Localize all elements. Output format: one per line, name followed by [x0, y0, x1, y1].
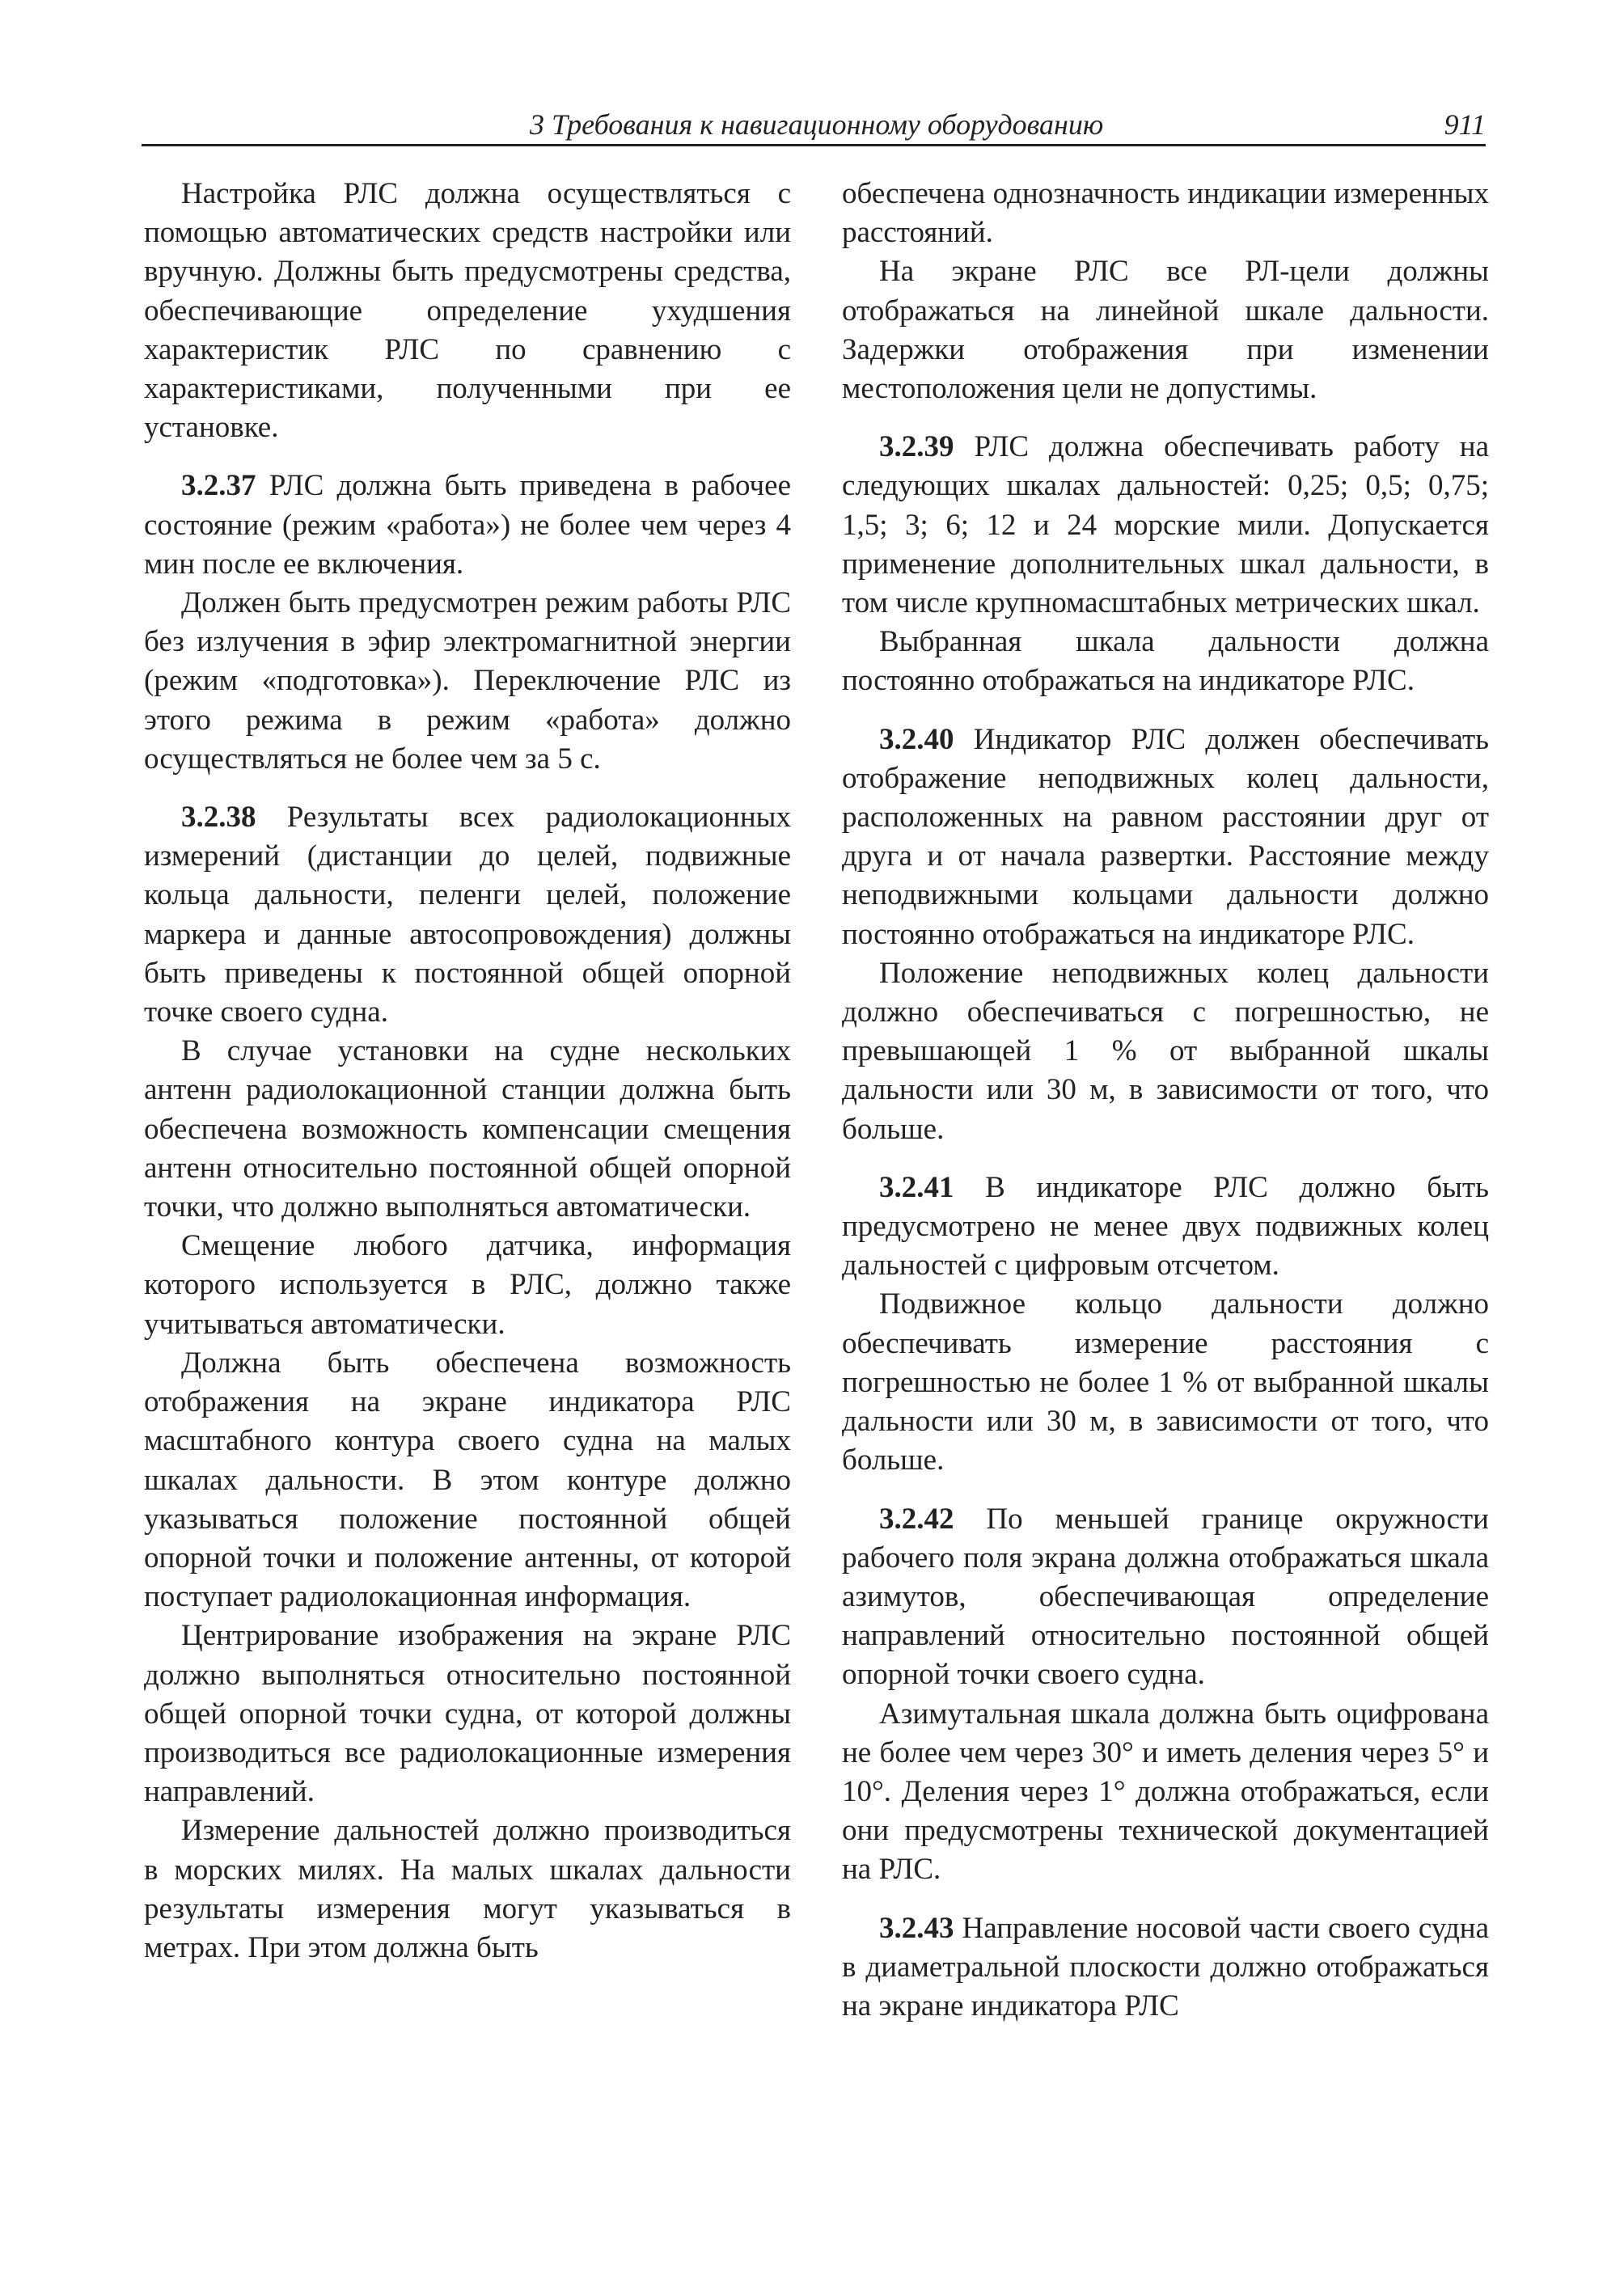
paragraph-text: Должен быть предусмотрен режим работы РЛС без излучения в эфир электромагнитной энергии (режим «подготовка»). Переключение РЛС из этого режима в режим «работа» должно осуществляться не более чем за 5 с.	[144, 586, 791, 776]
clause-3-2-37	[144, 467, 791, 584]
clause-3-2-41	[842, 1169, 1489, 1286]
paragraph	[144, 1227, 791, 1344]
right-column	[842, 175, 1489, 2026]
clause-3-2-38	[144, 798, 791, 1032]
header-title: 3 Требования к навигационному оборудованию	[530, 108, 1104, 141]
clause-number: 3.2.41	[879, 1170, 954, 1204]
paragraph-text: Направление носовой части своего судна в диаметральной плоскости должно отображаться на экране индикатора РЛС	[842, 1911, 1489, 2023]
paragraph-text: Настройка РЛС должна осуществляться с помощью автоматических средств настройки или вручную. Должны быть предусмотрены средства, обеспечивающие определение ухудшения характеристик РЛС по сравнению с характеристиками, полученными при ее установке.	[144, 177, 791, 445]
paragraph-text: РЛС должна быть приведена в рабочее состояние (режим «работа») не более чем через 4 мин после ее включения.	[144, 469, 792, 581]
paragraph	[842, 954, 1489, 1149]
left-column	[144, 175, 791, 1968]
paragraph	[842, 623, 1489, 700]
clause-3-2-40	[842, 721, 1489, 954]
paragraph	[842, 252, 1489, 408]
paragraph-text: В индикаторе РЛС должно быть предусмотрено не менее двух подвижных колец дальностей с цифровым отсчетом.	[842, 1170, 1490, 1283]
paragraph-text: Азимутальная шкала должна быть оцифрована не более чем через 30° и иметь деления через 5° и 10°. Деления через 1° должна отображаться, если они предусмотрены технической документацией на РЛС.	[842, 1697, 1489, 1887]
paragraph	[842, 1695, 1489, 1890]
paragraph-text: По меньшей границе окружности рабочего поля экрана должна отображаться шкала азимутов, обеспечивающая определение направлений относительно постоянной общей опорной точки своего судна.	[842, 1502, 1489, 1692]
paragraph	[144, 1344, 791, 1617]
clause-3-2-39	[842, 428, 1489, 623]
paragraph	[842, 1285, 1489, 1480]
paragraph-text: Должна быть обеспечена возможность отображения на экране индикатора РЛС масштабного контура своего судна на малых шкалах дальности. В этом контуре должно указываться положение постоянной общей опорной точки и положение антенны, от которой поступает радиолокационная информация.	[144, 1346, 791, 1614]
clause-number: 3.2.38	[181, 801, 256, 835]
running-header	[142, 108, 1486, 146]
paragraph-text: Выбранная шкала дальности должна постоянно отображаться на индикаторе РЛС.	[842, 625, 1489, 698]
paragraph	[144, 1811, 791, 1968]
clause-3-2-42	[842, 1500, 1489, 1695]
paragraph-text: На экране РЛС все РЛ-цели должны отображаться на линейной шкале дальности. Задержки отображения при изменении местоположения цели не допустимы.	[842, 255, 1489, 406]
paragraph-continuation	[842, 175, 1489, 252]
clause-number: 3.2.40	[879, 722, 954, 756]
paragraph-text: Центрирование изображения на экране РЛС должно выполняться относительно постоянной общей опорной точки судна, от которой должны производиться все радиолокационные измерения направлений.	[144, 1619, 791, 1809]
paragraph-text: Измерение дальностей должно производиться в морских милях. На малых шкалах дальности результаты измерения могут указываться в метрах. При этом должна быть	[144, 1814, 791, 1964]
paragraph-text: Положение неподвижных колец дальности должно обеспечиваться с погрешностью, не превышающей 1 % от выбранной шкалы дальности или 30 м, в зависимости от того, что больше.	[842, 956, 1489, 1146]
paragraph	[144, 1617, 791, 1811]
paragraph	[144, 175, 791, 447]
paragraph-text: Подвижное кольцо дальности должно обеспечивать измерение расстояния с погрешностью не более 1 % от выбранной шкалы дальности или 30 м, в зависимости от того, что больше.	[842, 1287, 1489, 1477]
page-number: 911	[1444, 108, 1486, 141]
clause-number: 3.2.43	[879, 1911, 954, 1945]
paragraph-text: Смещение любого датчика, информация которого используется в РЛС, должно также учитываться автоматически.	[144, 1229, 791, 1341]
clause-number: 3.2.37	[181, 469, 256, 503]
clause-3-2-43	[842, 1909, 1489, 2027]
paragraph-text: Результаты всех радиолокационных измерений (дистанции до целей, подвижные кольца дальности, пеленги целей, положение маркера и данные автосопровождения) должны быть приведены к постоянной общей опорной точке своего судна.	[144, 801, 791, 1029]
clause-number: 3.2.42	[879, 1502, 954, 1536]
clause-number: 3.2.39	[879, 430, 954, 464]
paragraph-text: Индикатор РЛС должен обеспечивать отображение неподвижных колец дальности, расположенных на равном расстоянии друг от друга и от начала развертки. Расстояние между неподвижными кольцами дальности должно постоянно отображаться на индикаторе РЛС.	[842, 722, 1489, 951]
paragraph-text: В случае установки на судне нескольких антенн радиолокационной станции должна быть обеспечена возможность компенсации смещения антенн относительно постоянной общей опорной точки, что должно выполняться автоматически.	[144, 1034, 791, 1224]
paragraph	[144, 584, 791, 779]
paragraph	[144, 1032, 791, 1227]
paragraph-text: РЛС должна обеспечивать работу на следующих шкалах дальностей: 0,25; 0,5; 0,75; 1,5; 3; 6; 12 и 24 морские мили. Допускается применение дополнительных шкал дальности, в том числе крупномасштабных метрических шкал.	[842, 430, 1489, 620]
paragraph-text: обеспечена однозначность индикации измеренных расстояний.	[842, 177, 1489, 250]
